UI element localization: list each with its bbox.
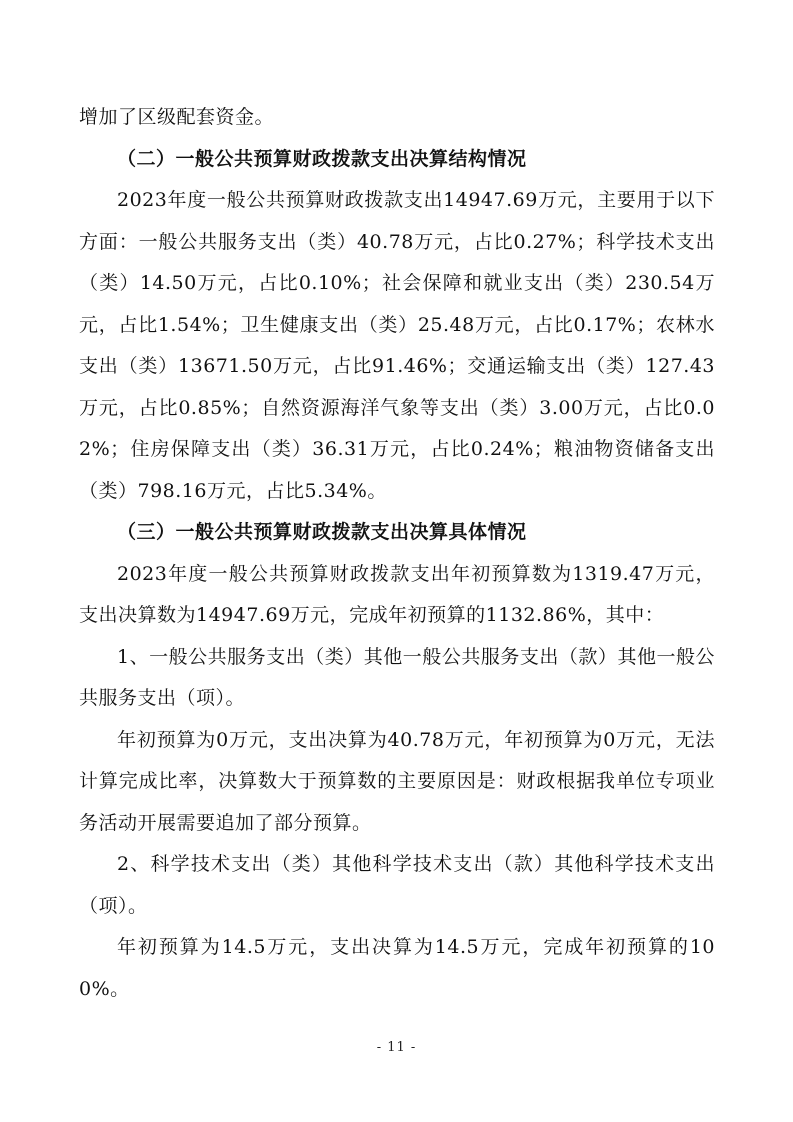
section-heading-structure: （二）一般公共预算财政拨款支出决算结构情况 — [117, 147, 527, 170]
paragraph-item-2-detail: 年初预算为14.5万元，支出决算为14.5万元，完成年初预算的100%。 — [79, 936, 715, 1000]
page-number: - 11 - — [376, 1040, 417, 1055]
paragraph-structure-details: 2023年度一般公共预算财政拨款支出14947.69万元，主要用于以下方面：一般公共服务支出（类）40.78万元，占比0.27%；科学技术支出（类）14.50万元，占比0.10%；社会保障和就业支出（类）230.54万元，占比1.54%；卫生健康支出（类）25.48万元，占比0.17%；农林水支出（类）13671.50万元，占比91.46%；交通运输支出（类）127.43万元，占比0.85%；自然资源海洋气象等支出（类）3.00万元，占比0.02%；住房保障支出（类）36.31万元，占比0.24%；粮油物资储备支出（类）798.16万元，占比5.34%。 — [79, 189, 715, 502]
paragraph-item-1-title: 1、一般公共服务支出（类）其他一般公共服务支出（款）其他一般公共服务支出（项）。 — [79, 645, 715, 709]
paragraph-item-1-detail: 年初预算为0万元，支出决算为40.78万元，年初预算为0万元，无法计算完成比率，决算数大于预算数的主要原因是：财政根据我单位专项业务活动开展需要追加了部分预算。 — [79, 728, 715, 834]
paragraph-item-2-title: 2、科学技术支出（类）其他科学技术支出（款）其他科学技术支出（项）。 — [79, 853, 715, 917]
paragraph-budget-summary: 2023年度一般公共预算财政拨款支出年初预算数为1319.47万元，支出决算数为14947.69万元，完成年初预算的1132.86%，其中： — [79, 562, 715, 626]
section-heading-specific: （三）一般公共预算财政拨款支出决算具体情况 — [117, 521, 527, 543]
paragraph-continued: 增加了区级配套资金。 — [79, 106, 275, 128]
page-body — [79, 97, 715, 1010]
